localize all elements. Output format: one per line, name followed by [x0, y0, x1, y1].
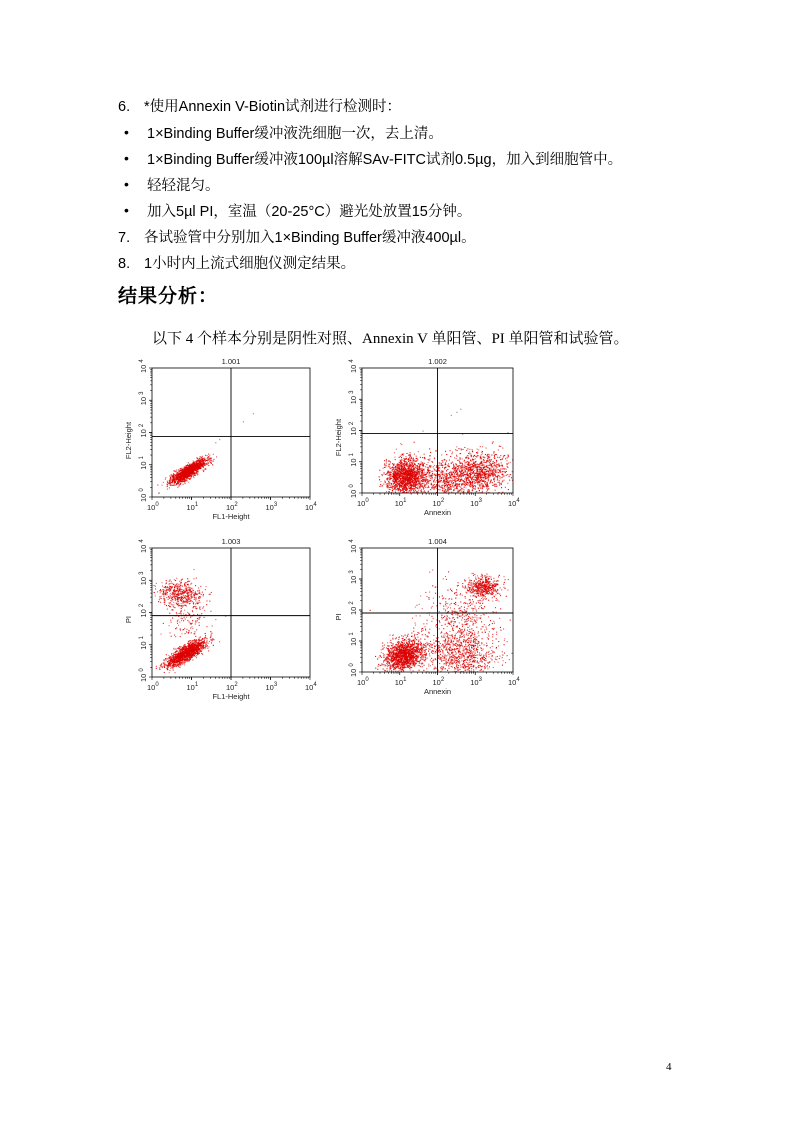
x-tick-label: $10^1$ — [394, 498, 407, 508]
scatter-points — [370, 570, 513, 673]
step-6-text: *使用Annexin V-Biotin试剂进行检测时： — [144, 99, 402, 115]
y-tick-label: 10 $^3$ — [349, 390, 358, 405]
y-tick-label: 10 $^3$ — [139, 571, 148, 586]
y-tick-label: 10 $^4$ — [139, 539, 148, 553]
y-tick-label: 10 $^0$ — [349, 484, 358, 498]
bullet-icon: • — [124, 124, 129, 140]
y-tick-label: 10 $^1$ — [349, 632, 358, 646]
step-6 — [118, 97, 401, 117]
plot-title: 1.004 — [428, 537, 447, 546]
plot-title: 1.002 — [428, 357, 447, 366]
x-tick-label: $10^2$ — [226, 682, 238, 692]
plot-title: 1.003 — [221, 537, 241, 546]
y-axis-label: FL2-Height — [124, 421, 133, 460]
page-number: 4 — [666, 1061, 672, 1073]
bullet-icon: • — [124, 202, 129, 218]
x-tick-label: $10^4$ — [508, 498, 520, 508]
x-tick-label: $10^0$ — [147, 502, 159, 512]
x-tick-label: $10^3$ — [265, 502, 278, 512]
y-tick-label: 10 $^4$ — [349, 359, 358, 373]
x-tick-label: $10^4$ — [305, 502, 317, 512]
plot-title: 1.001 — [221, 357, 241, 366]
step-7-text: 各试验管中分别加入1×Binding Buffer缓冲液400µl。 — [144, 230, 476, 246]
x-tick-label: $10^0$ — [357, 498, 369, 508]
step-7-number: 7. — [118, 230, 131, 246]
results-intro: 以下 4 个样本分别是阴性对照、Annexin V 单阳管、PI 单阳管和试验管。 — [152, 331, 629, 347]
y-tick-label: 10 $^4$ — [139, 359, 148, 373]
y-tick-label: 10 $^3$ — [349, 570, 358, 584]
step-8-text: 1小时内上流式细胞仪测定结果。 — [144, 256, 356, 272]
scatter-points — [157, 413, 254, 494]
x-tick-label: $10^0$ — [147, 682, 159, 692]
x-tick-label: $10^4$ — [508, 677, 520, 687]
x-tick-label: $10^1$ — [186, 682, 199, 692]
x-axis-label: Annexin — [423, 687, 452, 696]
results-heading: 结果分析： — [118, 285, 219, 307]
step-8 — [118, 254, 355, 274]
y-tick-label: 10 $^1$ — [139, 635, 148, 650]
flow-plot-4 — [332, 534, 523, 706]
x-tick-label: $10^4$ — [305, 682, 317, 692]
y-tick-label: 10 $^2$ — [349, 601, 358, 615]
y-axis-label: PI — [334, 613, 343, 621]
bullet-item-1: 1×Binding Buffer缓冲液洗细胞一次，去上清。 — [147, 126, 443, 142]
step-6-number: 6. — [118, 99, 131, 115]
y-tick-label: 10 $^1$ — [139, 455, 148, 470]
x-axis-label: FL1-Height — [212, 512, 250, 521]
y-tick-label: 10 $^2$ — [349, 421, 358, 436]
bullet-item-3: 轻轻混匀。 — [147, 178, 220, 194]
bullet-item-4: 加入5µl PI，室温（20-25°C）避光处放置15分钟。 — [147, 204, 472, 220]
bullet-item-2: 1×Binding Buffer缓冲液100µl溶解SAv-FITC试剂0.5µg，加入到细胞管中。 — [147, 152, 623, 168]
y-tick-label: 10 $^0$ — [139, 488, 148, 502]
x-tick-label: $10^2$ — [226, 502, 238, 512]
bullet-icon: • — [124, 150, 129, 166]
y-tick-label: 10 $^2$ — [139, 603, 148, 618]
x-axis-label: Annexin — [423, 508, 452, 517]
x-tick-label: $10^3$ — [470, 498, 482, 508]
x-tick-label: $10^3$ — [470, 677, 482, 687]
flow-plot-2 — [332, 354, 523, 527]
scatter-points — [379, 409, 514, 494]
step-8-number: 8. — [118, 256, 131, 272]
y-axis-label: FL2-Height — [334, 418, 343, 457]
y-axis-label: PI — [124, 616, 133, 624]
y-tick-label: 10 $^0$ — [139, 668, 148, 682]
x-tick-label: $10^2$ — [432, 498, 445, 508]
x-tick-label: $10^1$ — [394, 677, 407, 687]
x-axis-label: FL1-Height — [212, 692, 250, 701]
x-tick-label: $10^2$ — [432, 677, 445, 687]
y-tick-label: 10 $^1$ — [349, 452, 358, 467]
flow-plot-3 — [122, 534, 320, 711]
x-tick-label: $10^1$ — [186, 502, 199, 512]
x-tick-label: $10^3$ — [265, 682, 278, 692]
step-7 — [118, 228, 476, 248]
y-tick-label: 10 $^2$ — [139, 423, 148, 438]
flow-plot-1 — [122, 354, 320, 531]
scatter-points — [154, 569, 227, 673]
y-tick-label: 10 $^3$ — [139, 391, 148, 406]
x-tick-label: $10^0$ — [357, 677, 369, 687]
y-tick-label: 10 $^4$ — [349, 539, 358, 553]
y-tick-label: 10 $^0$ — [349, 663, 358, 677]
bullet-icon: • — [124, 176, 129, 192]
